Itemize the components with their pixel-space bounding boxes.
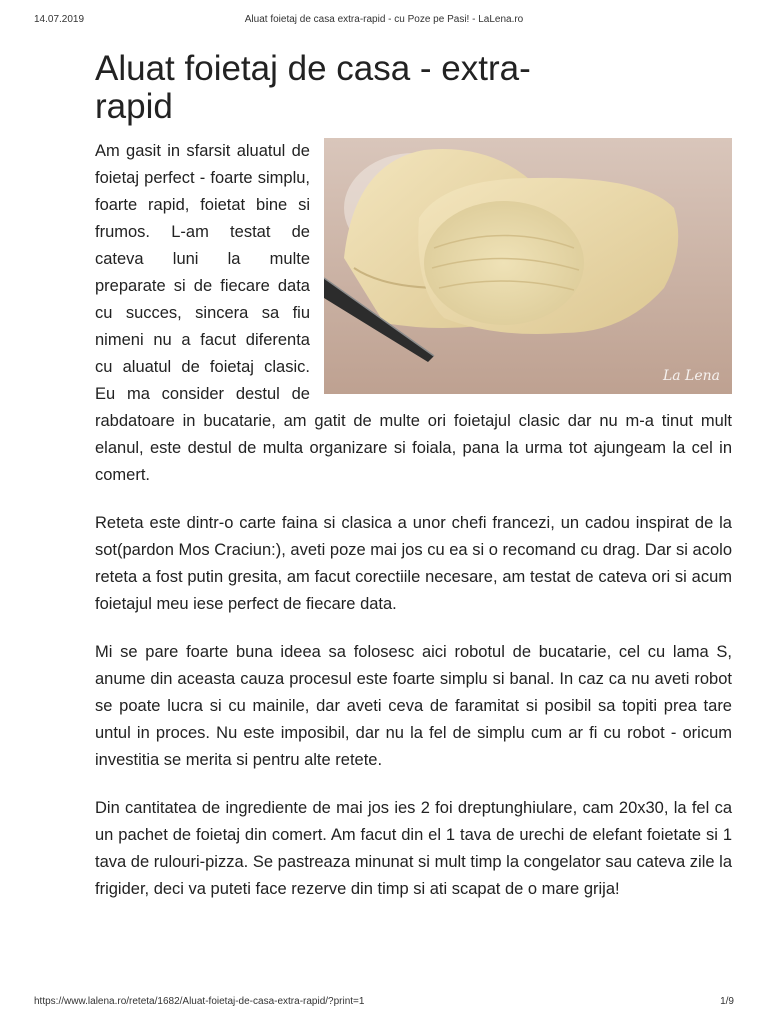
food-processor-paragraph: Mi se pare foarte buna ideea sa folosesc aici robotul de bucatarie, cel cu lama S, anume din aceasta cauza procesul este foarte simplu si banal. In caz ca nu aveti robot se poate lucra si cu mainile, dar aveti ceva de faramitat si posibil sa topiti prea tare untul in proces. Nu este imposibil, dar nu la fel de simplu cum ar fi cu robot - oricum investitia se merita si pentru alte retete. [95, 643, 732, 769]
print-url: https://www.lalena.ro/reteta/1682/Aluat-foietaj-de-casa-extra-rapid/?print=1 [34, 996, 365, 1007]
yield-paragraph: Din cantitatea de ingrediente de mai jos ies 2 foi dreptunghiulare, cam 20x30, la fel ca un pachet de foietaj din comert. Am facut din el 1 tava de urechi de elefant foietate si 1 tava de rulouri-pizza. Se pastreaza minunat si mult timp la congelator sau cateva zile la frigider, deci va puteti face rezerve din timp si ati scapat de o mare grija! [95, 799, 732, 898]
recipe-origin-paragraph: Reteta este dintr-o carte faina si clasica a unor chefi francezi, un cadou inspirat de la sot(pardon Mos Craciun:), aveti poze mai jos cu ea si o recomand cu drag. Dar si acolo reteta a fost putin gresita, am facut corectiile necesare, am testat de cateva ori si acum foietajul meu iese perfect de fiecare data. [95, 514, 732, 613]
article-title: Aluat foietaj de casa - extra-rapid [95, 49, 531, 126]
photo-watermark: La Lena [662, 368, 720, 384]
print-date: 14.07.2019 [34, 14, 85, 25]
page-number: 1/9 [720, 996, 734, 1007]
pastry-dough-photo [324, 138, 732, 394]
article [95, 50, 732, 924]
pastry-dough-illustration [324, 138, 732, 394]
intro-paragraph: Am gasit in sfarsit aluatul de foietaj perfect - foarte simplu, foarte rapid, foietat bine si frumos. L-am testat de cateva luni la multe preparate si de fiecare data cu succes, sincera sa fiu nimeni nu a facut diferenta cu aluatul de foietaj clasic. Eu ma consider destul de rabdatoare in bucatarie, am gatit de multe ori foietajul clasic dar nu m-a tinut mult elanul, este destul de multa organizare si foiala, pana la urma tot ajungeam la cel in comert. [95, 142, 732, 484]
print-footer [34, 996, 734, 1010]
print-page-title: Aluat foietaj de casa extra-rapid - cu Poze pe Pasi! - LaLena.ro [244, 14, 524, 25]
